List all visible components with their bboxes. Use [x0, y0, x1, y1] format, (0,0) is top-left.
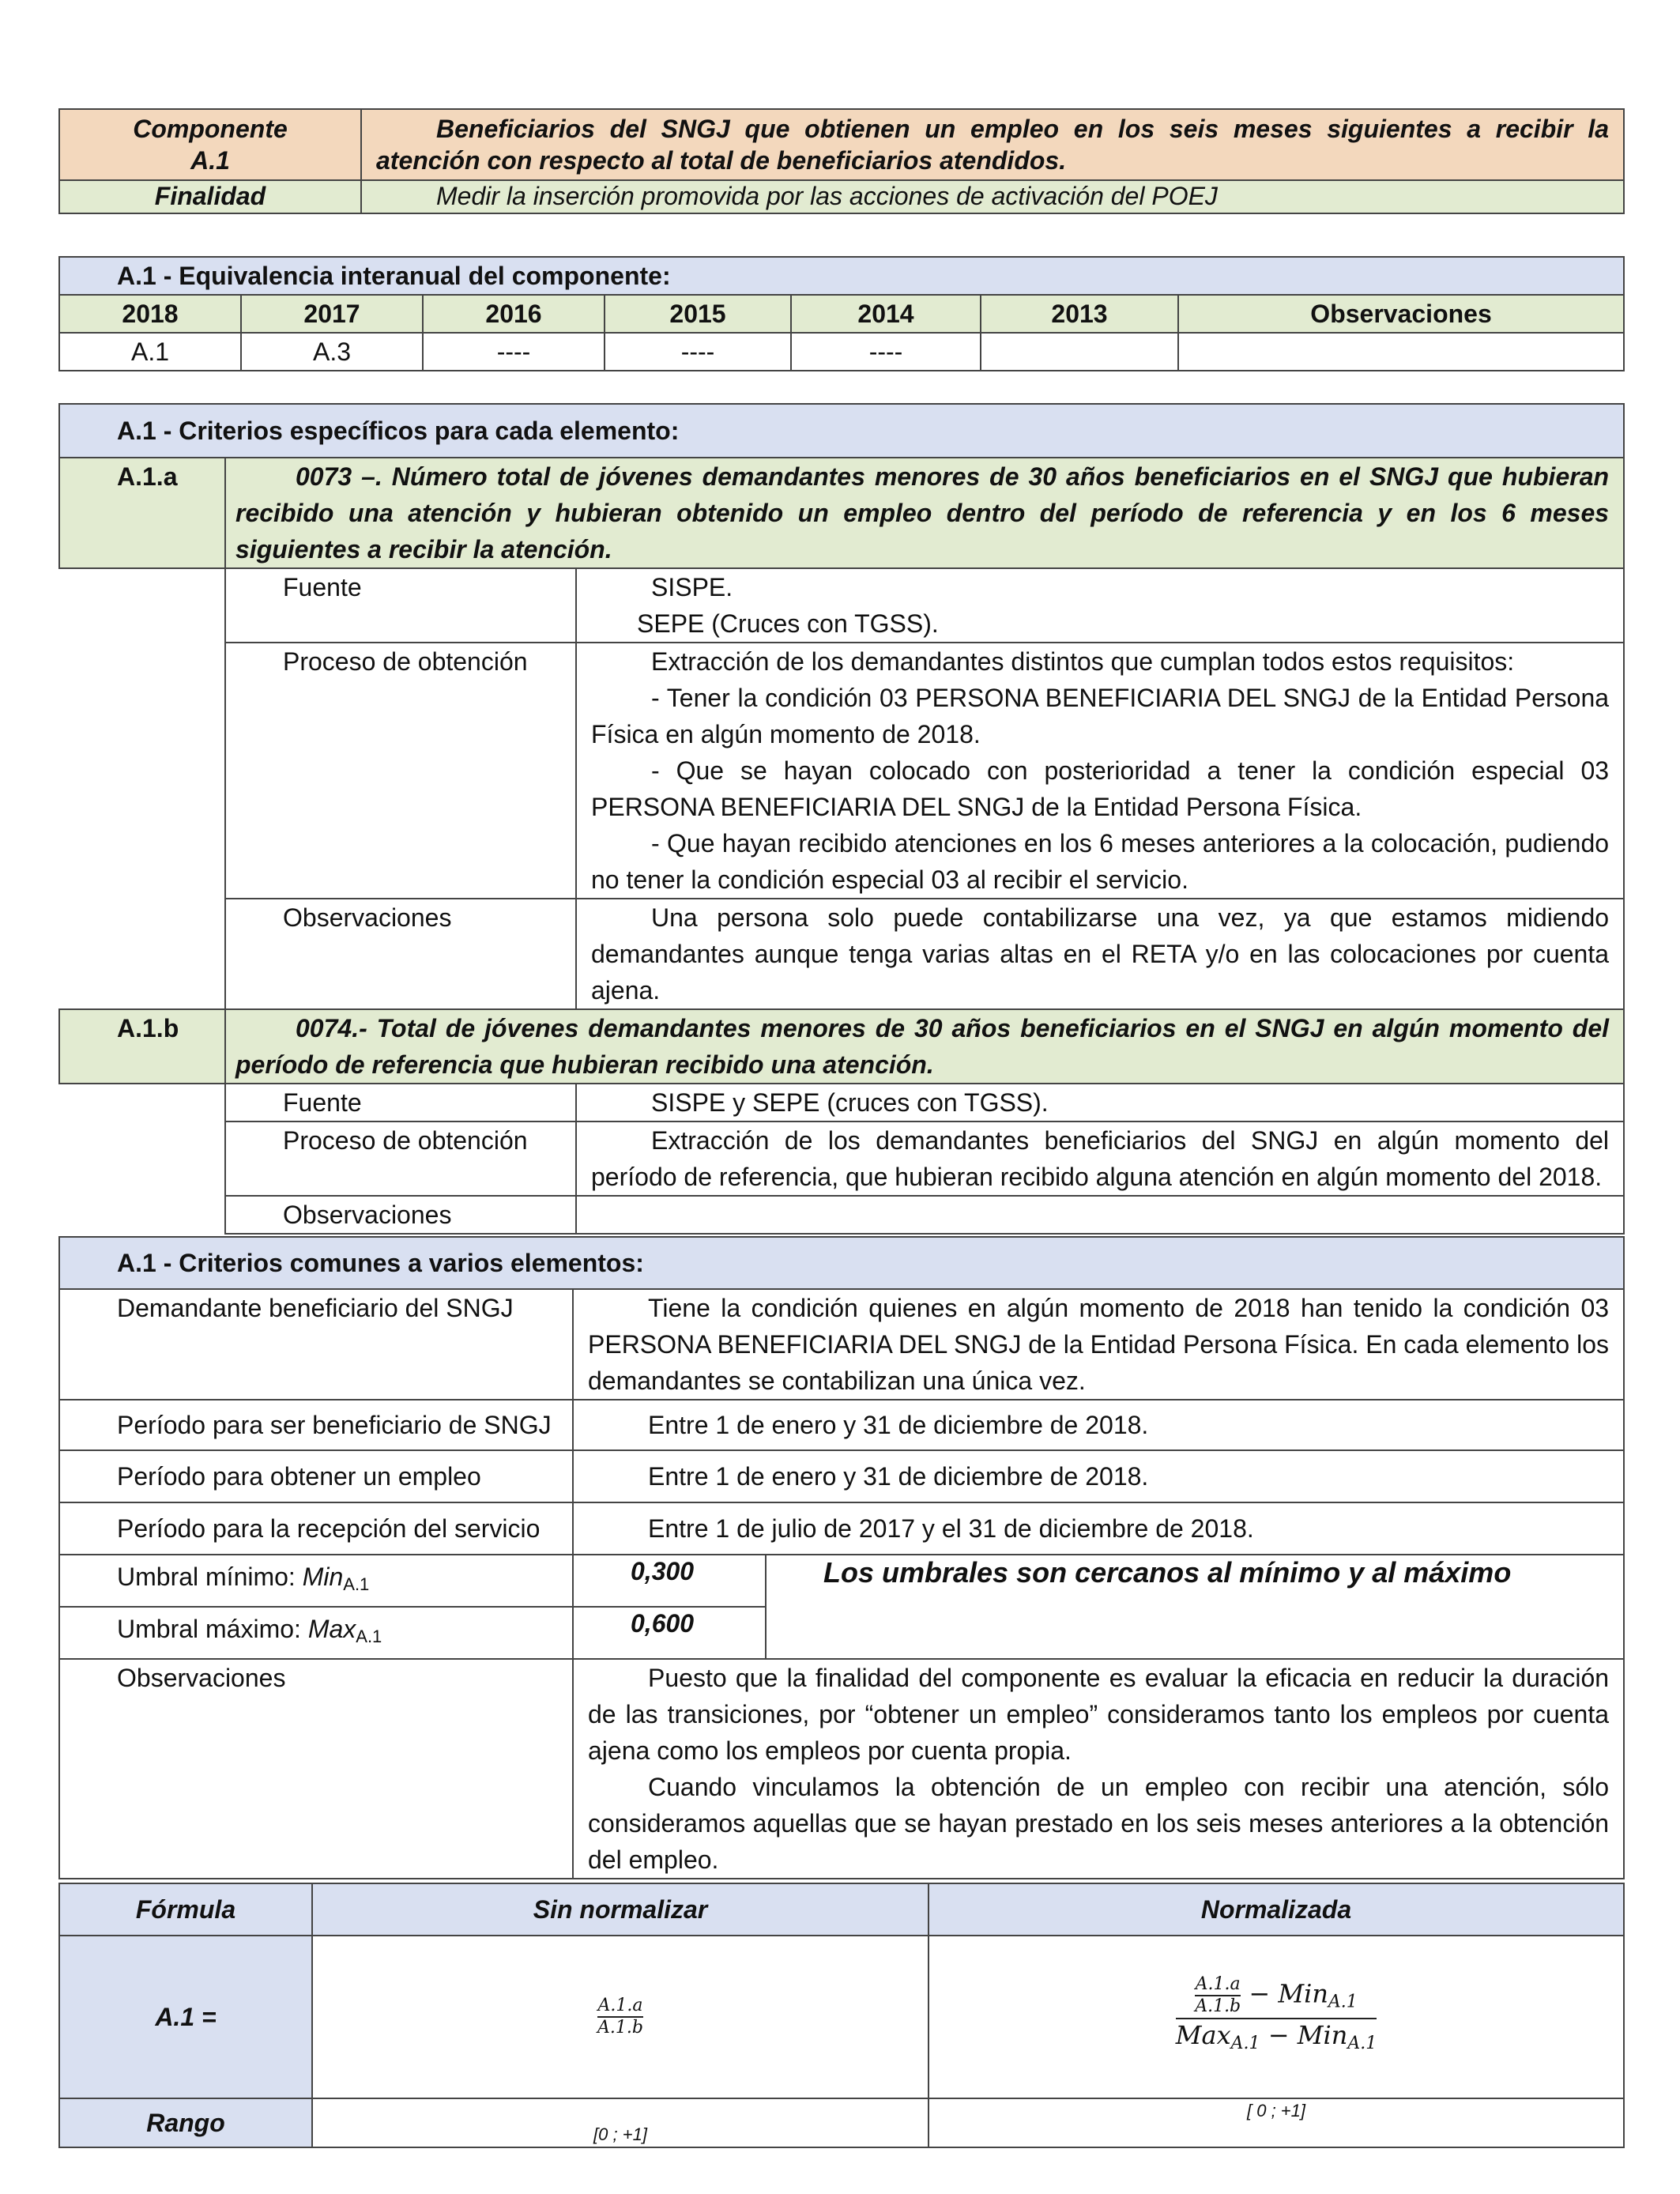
formula-header: Fórmula	[59, 1883, 312, 1936]
equivalencia-header-row	[59, 295, 1624, 333]
obs-label-b: Observaciones	[225, 1196, 576, 1234]
criterios-comunes-table	[58, 1236, 1625, 1879]
umbral-max-value: 0,600	[573, 1607, 766, 1659]
umbral-max-var: Max	[307, 1615, 356, 1643]
year-value	[981, 333, 1178, 371]
periodo-serv-text: Entre 1 de julio de 2017 y el 31 de diciembre de 2018.	[573, 1502, 1624, 1555]
element-title-a: 0073 –. Número total de jóvenes demandantes menores de 30 años beneficiarios en el SNGJ que hubieran recibido una atención y hubieran obtenido un empleo dentro del período de referencia y en los 6 meses siguientes a recibir la atención.	[225, 458, 1624, 568]
year-header: 2015	[605, 295, 791, 333]
obs-label-a: Observaciones	[225, 899, 576, 1009]
year-header: 2016	[423, 295, 605, 333]
observaciones-value	[1178, 333, 1624, 371]
year-header: 2017	[241, 295, 423, 333]
umbral-min-label	[59, 1555, 573, 1607]
fraction-numerator	[1176, 1974, 1377, 2019]
denominator-minus-min: − Min	[1260, 2020, 1348, 2051]
finalidad-text: Medir la inserción promovida por las acciones de activación del POEJ	[361, 180, 1624, 213]
year-header: 2018	[59, 295, 241, 333]
umbral-min-text: Umbral mínimo:	[117, 1563, 303, 1591]
criterios-especificos-title: A.1 - Criterios específicos para cada elemento:	[59, 404, 1624, 458]
umbral-min-value: 0,300	[573, 1555, 766, 1607]
spacer-cell	[59, 568, 225, 1009]
obs-text-a: Una persona solo puede contabilizarse una vez, ya que estamos midiendo demandantes aunque tenga varias altas en el RETA y/o en las colocaciones por cuenta ajena.	[576, 899, 1624, 1009]
finalidad-label: Finalidad	[59, 180, 361, 213]
element-title-b: 0074.- Total de jóvenes demandantes menores de 30 años beneficiarios en el SNGJ en algún momento del período de referencia que hubieran recibido una atención.	[225, 1009, 1624, 1084]
obs-paragraph: Puesto que la finalidad del componente es evaluar la eficacia en reducir la duración de las transiciones, por “obtener un empleo” consideramos tanto los empleos por cuenta ajena como los empleos por cuenta propia.	[588, 1664, 1610, 1765]
year-value: ----	[791, 333, 981, 371]
fraction-numerator: A.1.a	[597, 1996, 643, 2015]
fuente-text-b: SISPE y SEPE (cruces con TGSS).	[576, 1084, 1624, 1122]
denominator-sub: A.1	[1230, 2034, 1260, 2054]
componente-label-cell	[59, 109, 361, 180]
numerator-minus-min: − Min	[1241, 1978, 1328, 2009]
equivalencia-table	[58, 256, 1625, 371]
proceso-line: - Que se hayan colocado con posterioridad a tener la condición especial 03 PERSONA BENEFICIARIA DEL SNGJ de la Entidad Persona Física.	[591, 756, 1610, 821]
fuente-line: SEPE (Cruces con TGSS).	[637, 609, 939, 638]
umbral-min-sub: A.1	[343, 1574, 370, 1594]
umbral-min-var: Min	[302, 1563, 344, 1591]
sin-normalizar-fraction	[597, 1996, 643, 2038]
componente-text: Beneficiarios del SNGJ que obtienen un empleo en los seis meses siguientes a recibir la atención con respecto al total de beneficiarios atendidos.	[361, 109, 1624, 180]
sin-normalizar-formula	[312, 1936, 929, 2098]
proceso-label-b: Proceso de obtención	[225, 1122, 576, 1196]
denominator-max: Max	[1175, 2020, 1231, 2051]
fuente-text-a	[576, 568, 1624, 643]
obs-paragraph: Cuando vinculamos la obtención de un empleo con recibir una atención, sólo consideramos aquellas que se hayan prestado en los seis meses anteriores a la obtención del empleo.	[588, 1773, 1610, 1874]
equivalencia-value-row	[59, 333, 1624, 371]
demandante-label: Demandante beneficiario del SNGJ	[59, 1289, 573, 1400]
proceso-label-a: Proceso de obtención	[225, 643, 576, 899]
sin-normalizar-header: Sin normalizar	[312, 1883, 929, 1936]
proceso-text-a	[576, 643, 1624, 899]
year-header: 2013	[981, 295, 1178, 333]
year-value: A.1	[59, 333, 241, 371]
header-table	[58, 108, 1625, 214]
rango-label: Rango	[59, 2098, 312, 2147]
year-value: ----	[605, 333, 791, 371]
criterios-comunes-title: A.1 - Criterios comunes a varios elementos:	[59, 1237, 1624, 1289]
rango-normalizada: [ 0 ; +1]	[929, 2098, 1624, 2147]
componente-code: A.1	[190, 146, 230, 175]
year-value: ----	[423, 333, 605, 371]
criterios-especificos-table	[58, 403, 1625, 1235]
umbral-max-label	[59, 1607, 573, 1659]
fuente-label-a: Fuente	[225, 568, 576, 643]
periodo-empleo-label: Período para obtener un empleo	[59, 1450, 573, 1502]
year-value: A.3	[241, 333, 423, 371]
fraction-denominator: A.1.b	[597, 2018, 643, 2038]
formula-label: A.1 =	[59, 1936, 312, 2098]
periodo-benef-label: Período para ser beneficiario de SNGJ	[59, 1400, 573, 1450]
obs-comunes-label: Observaciones	[59, 1659, 573, 1879]
fuente-line: SISPE.	[651, 573, 733, 601]
formula-table	[58, 1883, 1625, 2148]
umbral-max-sub: A.1	[356, 1627, 382, 1646]
proceso-line: Extracción de los demandantes distintos que cumplan todos estos requisitos:	[651, 647, 1515, 676]
periodo-benef-text: Entre 1 de enero y 31 de diciembre de 2018.	[573, 1400, 1624, 1450]
element-code-a: A.1.a	[59, 458, 225, 568]
observaciones-header: Observaciones	[1178, 295, 1624, 333]
fuente-label-b: Fuente	[225, 1084, 576, 1122]
element-code-b: A.1.b	[59, 1009, 225, 1084]
equivalencia-title: A.1 - Equivalencia interanual del componente:	[59, 257, 1624, 295]
normalizada-formula	[929, 1936, 1624, 2098]
inner-denominator: A.1.b	[1195, 1996, 1241, 2016]
demandante-text: Tiene la condición quienes en algún momento de 2018 han tenido la condición 03 PERSONA BENEFICIARIA DEL SNGJ de la Entidad Persona Física. En cada elemento los demandantes se contabilizan una única vez.	[573, 1289, 1624, 1400]
proceso-line: - Tener la condición 03 PERSONA BENEFICIARIA DEL SNGJ de la Entidad Persona Física en algún momento de 2018.	[591, 684, 1610, 748]
fraction-denominator	[1176, 2018, 1377, 2060]
rango-sin-normalizar: [0 ; +1]	[312, 2098, 929, 2147]
obs-comunes-text	[573, 1659, 1624, 1879]
umbral-max-text: Umbral máximo:	[117, 1615, 308, 1643]
proceso-line: - Que hayan recibido atenciones en los 6 meses anteriores a la colocación, pudiendo no tener la condición especial 03 al recibir el servicio.	[591, 829, 1610, 894]
obs-text-b	[576, 1196, 1624, 1234]
denominator-sub: A.1	[1347, 2034, 1377, 2054]
inner-fraction	[1195, 1974, 1241, 2017]
periodo-serv-label: Período para la recepción del servicio	[59, 1502, 573, 1555]
normalizada-fraction	[1176, 1974, 1377, 2060]
proceso-text-b: Extracción de los demandantes beneficiarios del SNGJ en algún momento del período de referencia, que hubieran recibido alguna atención en algún momento del 2018.	[576, 1122, 1624, 1196]
spacer-cell	[59, 1084, 225, 1234]
numerator-sub: A.1	[1328, 1992, 1358, 2012]
umbral-note: Los umbrales son cercanos al mínimo y al máximo	[766, 1555, 1624, 1659]
year-header: 2014	[791, 295, 981, 333]
periodo-empleo-text: Entre 1 de enero y 31 de diciembre de 2018.	[573, 1450, 1624, 1502]
componente-label: Componente	[133, 115, 288, 143]
normalizada-header: Normalizada	[929, 1883, 1624, 1936]
inner-numerator: A.1.a	[1195, 1973, 1241, 1994]
